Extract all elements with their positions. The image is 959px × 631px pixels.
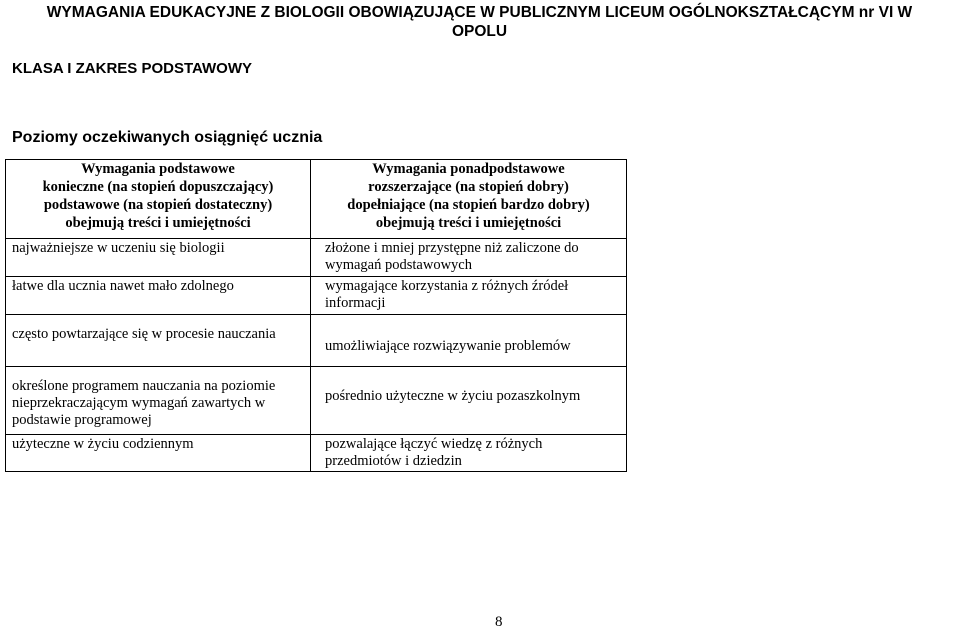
table-row [6,277,627,315]
basic-requirements-header [6,160,311,239]
table-row [6,239,627,277]
advanced-requirement-cell: wymagające korzystania z różnych źródeł informacji [311,277,627,315]
header-line: konieczne (na stopień dopuszczający) [42,179,274,195]
page-number: 8 [495,614,503,630]
header-line: Wymagania podstawowe [81,161,235,177]
requirements-table-container [5,159,626,472]
table-row [6,435,627,472]
advanced-requirement-cell: złożone i mniej przystępne niż zaliczone do wymagań podstawowych [311,239,627,277]
header-line: obejmują treści i umiejętności [375,215,562,231]
basic-requirement-cell: określone programem nauczania na poziomie nieprzekraczającym wymagań zawartych w podstawie programowej [6,367,311,435]
table-row [6,367,627,435]
header-line: podstawowe (na stopień dostateczny) [43,197,273,213]
basic-requirement-cell: najważniejsze w uczeniu się biologii [6,239,311,277]
basic-requirement-cell: użyteczne w życiu codziennym [6,435,311,472]
table-row [6,315,627,367]
advanced-requirement-cell: pozwalające łączyć wiedzę z różnych przedmiotów i dziedzin [311,435,627,472]
header-line: dopełniające (na stopień bardzo dobry) [347,197,590,213]
requirements-table [5,159,627,472]
advanced-requirement-cell: umożliwiające rozwiązywanie problemów [311,315,627,367]
table-header-row [6,160,627,239]
section-heading: Poziomy oczekiwanych osiągnięć ucznia [12,129,323,146]
header-line: Wymagania ponadpodstawowe [372,161,565,177]
document-title: WYMAGANIA EDUKACYJNE Z BIOLOGII OBOWIĄZUJĄCE W PUBLICZNYM LICEUM OGÓLNOKSZTAŁCĄCYM nr VI W OPOLU [46,4,913,40]
class-level-heading: KLASA I ZAKRES PODSTAWOWY [12,60,252,77]
header-line: obejmują treści i umiejętności [65,215,251,231]
basic-requirement-cell: często powtarzające się w procesie nauczania [6,315,311,367]
header-line: rozszerzające (na stopień dobry) [368,179,569,195]
advanced-requirement-cell: pośrednio użyteczne w życiu pozaszkolnym [311,367,627,435]
basic-requirement-cell: łatwe dla ucznia nawet mało zdolnego [6,277,311,315]
advanced-requirements-header [311,160,627,239]
